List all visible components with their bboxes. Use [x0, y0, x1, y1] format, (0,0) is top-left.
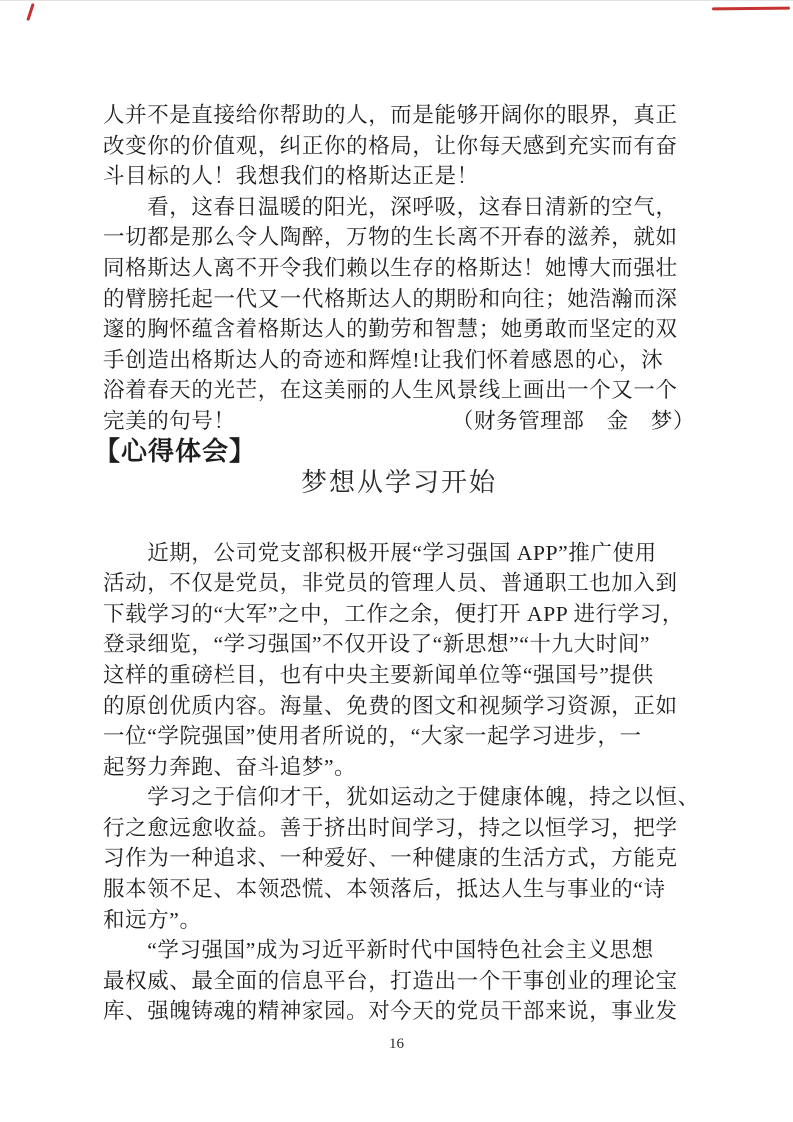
text-line: “学习强国”成为习近平新时代中国特色社会主义思想 [103, 938, 654, 963]
text-line: 浴着春天的光芒，在这美丽的人生风景线上画出一个又一个 [103, 378, 678, 403]
text-line: 最权威、最全面的信息平台，打造出一个干事创业的理论宝 [103, 968, 678, 993]
text-line: 学习之于信仰才干，犹如运动之于健康体魄，持之以恒、 [103, 785, 700, 810]
article-paragraph-3 [103, 935, 695, 1027]
text-line: 起努力奔跑、奋斗追梦”。 [103, 754, 357, 779]
section-header: 【心得体会】 [94, 436, 257, 466]
text-line: 活动，不仅是党员，非党员的管理人员、普通职工也加入到 [103, 571, 678, 596]
text-line: 一位“学院强国”使用者所说的，“大家一起学习进步，一 [103, 724, 642, 749]
text-line: 一切都是那么令人陶醉，万物的生长离不开春的滋养，就如 [103, 225, 678, 250]
paragraph-closing-text: 完美的句号！ [103, 408, 236, 433]
page-number: 16 [389, 1036, 404, 1052]
text-line: 人并不是直接给你帮助的人，而是能够开阔你的眼界，真正 [103, 103, 678, 127]
text-line: 下载学习的“大军”之中，工作之余，便打开 APP 进行学习， [103, 601, 684, 626]
text-line: 看，这春日温暖的阳光，深呼吸，这春日清新的空气， [103, 194, 678, 219]
continued-paragraph [103, 100, 695, 192]
text-line: 近期，公司党支部积极开展“学习强国 APP”推广使用 [103, 540, 657, 565]
article-paragraph-1 [103, 538, 695, 783]
text-line: 同格斯达人离不开令我们赖以生存的格斯达！她博大而强壮 [103, 255, 678, 280]
text-line: 习作为一种追求、一种爱好、一种健康的生活方式，方能克 [103, 846, 678, 871]
text-line: 和远方”。 [103, 907, 202, 932]
scan-edge-line [0, 0, 793, 1]
text-line: 斗目标的人！我想我们的格斯达正是！ [103, 164, 479, 189]
text-line: 邃的胸怀蕴含着格斯达人的勤劳和智慧；她勇敢而坚定的双 [103, 317, 678, 342]
text-column [94, 100, 700, 1027]
text-line: 库、强魄铸魂的精神家园。对今天的党员干部来说，事业发 [103, 999, 678, 1024]
red-pen-line-icon [712, 7, 790, 11]
article-title: 梦想从学习开始 [300, 466, 497, 497]
signature-line [103, 406, 695, 437]
text-line: 这样的重磅栏目，也有中央主要新闻单位等“强国号”提供 [103, 662, 654, 687]
spring-paragraph [103, 192, 695, 406]
article-paragraph-2 [103, 782, 700, 935]
text-line: 的臂膀托起一代又一代格斯达人的期盼和向往；她浩瀚而深 [103, 286, 678, 311]
text-line: 手创造出格斯达人的奇迹和辉煌!让我们怀着感恩的心，沐 [103, 347, 664, 372]
text-line: 行之愈远愈收益。善于挤出时间学习，持之以恒学习，把学 [103, 815, 678, 840]
text-line: 改变你的价值观，纠正你的格局，让你每天感到充实而有奋 [103, 133, 678, 158]
text-line: 登录细览，“学习强国”不仅开设了“新思想”“十九大时间” [103, 632, 651, 657]
text-line: 服本领不足、本领恐慌、本领落后，抵达人生与事业的“诗 [103, 877, 666, 902]
red-pen-mark-icon [26, 3, 34, 21]
text-line: 的原创优质内容。海量、免费的图文和视频学习资源，正如 [103, 693, 678, 718]
author-attribution: （财务管理部 金 梦） [451, 408, 695, 433]
